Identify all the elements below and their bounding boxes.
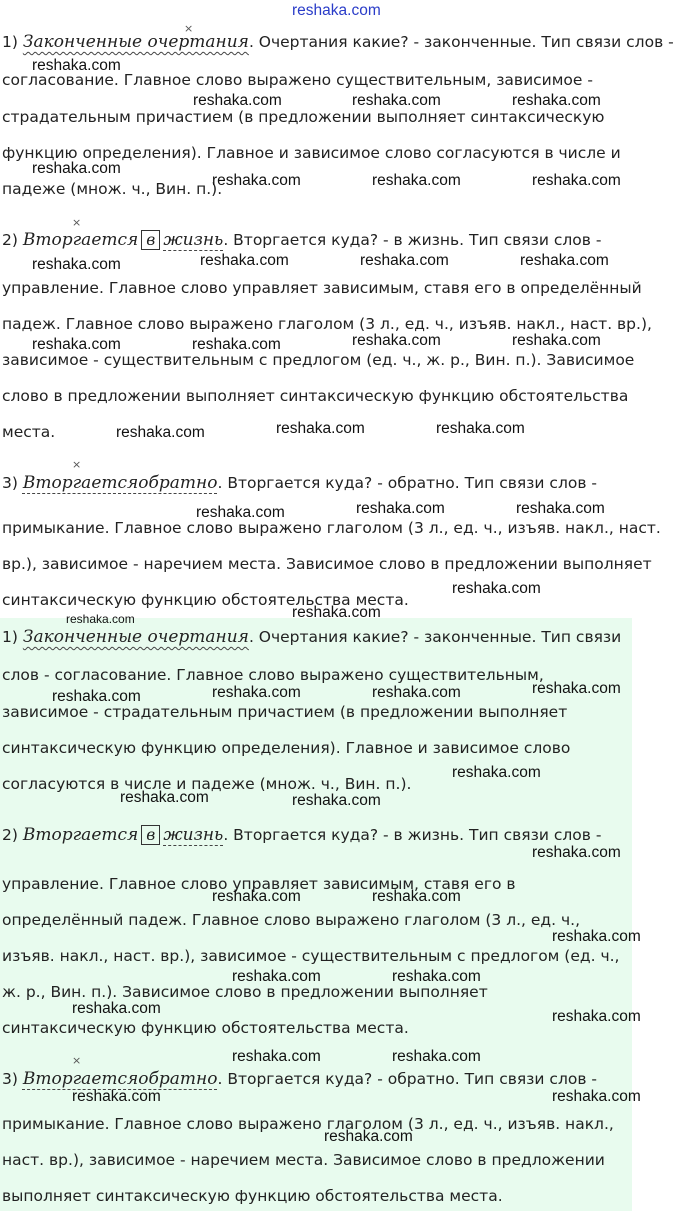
upper-p2-line4: зависимое - существительным с предлогом (ед. ч., ж. р., Вин. п.). Зависимое bbox=[2, 351, 635, 369]
cross-mark-icon: × bbox=[72, 1054, 82, 1067]
preposition-box: в bbox=[141, 825, 160, 845]
watermark: reshaka.com bbox=[356, 500, 445, 517]
phrase-verb: Вторгается bbox=[22, 230, 139, 250]
lower-p3-line4: выполняет синтаксическую функцию обстоятельства места. bbox=[2, 1187, 503, 1205]
watermark: reshaka.com bbox=[292, 2, 381, 19]
lower-p1-line2: слов - согласование. Главное слово выражено существительным, bbox=[2, 666, 544, 684]
watermark: reshaka.com bbox=[212, 172, 301, 189]
lower-p3-line3: наст. вр.), зависимое - наречием места. Зависимое слово в предложении bbox=[2, 1151, 605, 1169]
watermark: reshaka.com bbox=[52, 688, 141, 705]
lower-p2-line3: определённый падеж. Главное слово выражено глаголом (3 л., ед. ч., bbox=[2, 911, 581, 929]
preposition-box: в bbox=[141, 230, 160, 250]
watermark: reshaka.com bbox=[512, 332, 601, 349]
lower-p2-line4: изъяв. накл., наст. вр.), зависимое - существительным с предлогом (ед. ч., bbox=[2, 947, 620, 965]
item-number: 3) bbox=[2, 474, 18, 492]
watermark: reshaka.com bbox=[116, 424, 205, 441]
lower-p2-line5: ж. р., Вин. п.). Зависимое слово в предложении выполняет bbox=[2, 983, 488, 1001]
cross-mark-icon: × bbox=[184, 22, 194, 35]
text: . Очертания какие? - законченные. Тип связи bbox=[248, 628, 622, 646]
watermark: reshaka.com bbox=[532, 680, 621, 697]
item-number: 1) bbox=[2, 628, 18, 646]
phrase-noun: жизнь bbox=[163, 230, 224, 250]
lower-p1-line3: зависимое - страдательным причастием (в предложении выполняет bbox=[2, 703, 568, 721]
upper-p2-line2: управление. Главное слово управляет зависимым, ставя его в определённый bbox=[2, 279, 642, 297]
upper-p1-line5: падеже (множ. ч., Вин. п.). bbox=[2, 180, 223, 198]
watermark: reshaka.com bbox=[232, 968, 321, 985]
phrase: Вторгаетсяобратно bbox=[22, 1069, 218, 1089]
watermark: reshaka.com bbox=[276, 420, 365, 437]
upper-p3-line2: примыкание. Главное слово выражено глаголом (3 л., ед. ч., изъяв. накл., наст. bbox=[2, 519, 661, 537]
watermark: reshaka.com bbox=[452, 764, 541, 781]
watermark: reshaka.com bbox=[520, 252, 609, 269]
watermark: reshaka.com bbox=[392, 968, 481, 985]
lower-p1-line1 bbox=[2, 627, 621, 647]
upper-p3-line4: синтаксическую функцию обстоятельства места. bbox=[2, 591, 409, 609]
upper-p3-line3: вр.), зависимое - наречием места. Зависимое слово в предложении выполняет bbox=[2, 555, 652, 573]
lower-p2-line6: синтаксическую функцию обстоятельства места. bbox=[2, 1019, 409, 1037]
text: . Очертания какие? - законченные. Тип связи слов - bbox=[248, 33, 674, 51]
watermark: reshaka.com bbox=[532, 172, 621, 189]
watermark: reshaka.com bbox=[516, 500, 605, 517]
watermark: reshaka.com bbox=[292, 792, 381, 809]
phrase-noun: жизнь bbox=[163, 825, 224, 845]
watermark: reshaka.com bbox=[32, 256, 121, 273]
watermark: reshaka.com bbox=[292, 604, 381, 621]
watermark: reshaka.com bbox=[193, 92, 282, 109]
upper-p2-line6: места. bbox=[2, 423, 56, 441]
text: . Вторгается куда? - обратно. Тип связи слов - bbox=[217, 474, 597, 492]
watermark: reshaka.com bbox=[352, 332, 441, 349]
watermark: reshaka.com bbox=[32, 160, 121, 177]
watermark: reshaka.com bbox=[552, 928, 641, 945]
item-number: 1) bbox=[2, 33, 18, 51]
upper-p1-line2: согласование. Главное слово выражено существительным, зависимое - bbox=[2, 71, 593, 89]
watermark: reshaka.com bbox=[532, 844, 621, 861]
watermark: reshaka.com bbox=[372, 888, 461, 905]
watermark: reshaka.com bbox=[512, 92, 601, 109]
watermark: reshaka.com bbox=[32, 336, 121, 353]
watermark: reshaka.com bbox=[360, 252, 449, 269]
watermark: reshaka.com bbox=[72, 1088, 161, 1105]
upper-p2-line3: падеж. Главное слово выражено глаголом (3 л., ед. ч., изъяв. накл., наст. вр.), bbox=[2, 315, 652, 333]
watermark: reshaka.com bbox=[372, 684, 461, 701]
watermark: reshaka.com bbox=[372, 172, 461, 189]
upper-p2-line5: слово в предложении выполняет синтаксическую функцию обстоятельства bbox=[2, 387, 629, 405]
watermark: reshaka.com bbox=[120, 789, 209, 806]
item-number: 3) bbox=[2, 1070, 18, 1088]
phrase-verb: Вторгается bbox=[22, 825, 139, 845]
watermark: reshaka.com bbox=[452, 580, 541, 597]
watermark: reshaka.com bbox=[212, 888, 301, 905]
phrase: Законченные очертания bbox=[22, 627, 249, 647]
watermark: reshaka.com bbox=[352, 92, 441, 109]
watermark: reshaka.com bbox=[32, 57, 121, 74]
cross-mark-icon: × bbox=[72, 216, 82, 229]
watermark: reshaka.com bbox=[192, 336, 281, 353]
upper-p1-line3: страдательным причастием (в предложении выполняет синтаксическую bbox=[2, 108, 605, 126]
text: . Вторгается куда? - в жизнь. Тип связи слов - bbox=[223, 826, 602, 844]
text: . Вторгается куда? - обратно. Тип связи слов - bbox=[217, 1070, 597, 1088]
lower-p3-line2: примыкание. Главное слово выражено глаголом (3 л., ед. ч., изъяв. накл., bbox=[2, 1115, 614, 1133]
watermark: reshaka.com bbox=[392, 1048, 481, 1065]
lower-p1-line5: согласуются в числе и падеже (множ. ч., Вин. п.). bbox=[2, 775, 412, 793]
phrase: Законченные очертания bbox=[22, 32, 249, 52]
watermark: reshaka.com bbox=[232, 1048, 321, 1065]
text: . Вторгается куда? - в жизнь. Тип связи слов - bbox=[223, 231, 602, 249]
lower-p2-line1 bbox=[2, 825, 601, 845]
watermark: reshaka.com bbox=[200, 252, 289, 269]
lower-p2-line2: управление. Главное слово управляет зависимым, ставя его в bbox=[2, 875, 516, 893]
upper-p3-line1 bbox=[2, 473, 597, 493]
watermark: reshaka.com bbox=[212, 684, 301, 701]
item-number: 2) bbox=[2, 826, 18, 844]
watermark: reshaka.com bbox=[324, 1128, 413, 1145]
upper-p2-line1 bbox=[2, 230, 601, 250]
upper-p1-line4: функцию определения). Главное и зависимое слово согласуются в числе и bbox=[2, 144, 621, 162]
watermark: reshaka.com bbox=[552, 1088, 641, 1105]
cross-mark-icon: × bbox=[72, 458, 82, 471]
lower-p1-line4: синтаксическую функцию определения). Главное и зависимое слово bbox=[2, 739, 571, 757]
upper-p1-line1 bbox=[2, 32, 674, 52]
item-number: 2) bbox=[2, 231, 18, 249]
watermark: reshaka.com bbox=[552, 1008, 641, 1025]
watermark: reshaka.com bbox=[72, 1000, 161, 1017]
lower-p3-line1 bbox=[2, 1069, 597, 1089]
watermark: reshaka.com bbox=[66, 612, 135, 626]
phrase: Вторгаетсяобратно bbox=[22, 473, 218, 493]
watermark: reshaka.com bbox=[436, 420, 525, 437]
watermark: reshaka.com bbox=[196, 504, 285, 521]
